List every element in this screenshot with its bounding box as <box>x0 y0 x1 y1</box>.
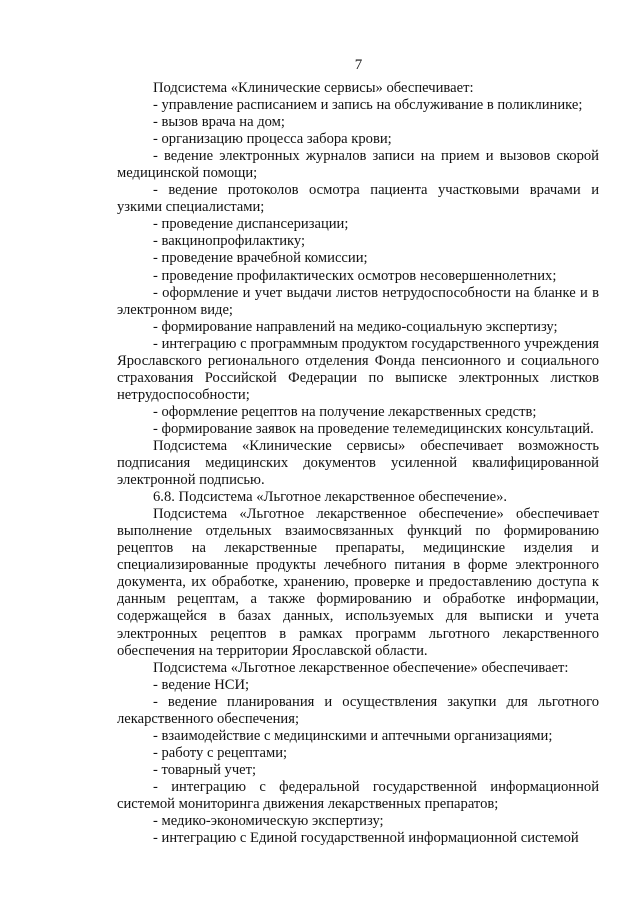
page-number: 7 <box>354 57 363 73</box>
list-item: - организацию процесса забора крови; <box>153 131 392 148</box>
list-item: - вакцинопрофилактику; <box>153 233 306 250</box>
list-item: - интеграцию с Единой государственной информационной системой <box>153 830 579 847</box>
list-item: - работу с рецептами; <box>153 744 288 761</box>
list-item: - ведение НСИ; <box>153 676 250 693</box>
document-body <box>117 80 599 847</box>
list-item: - проведение врачебной комиссии; <box>153 250 368 267</box>
paragraph: Подсистема «Льготное лекарственное обеспечение» обеспечивает: <box>153 659 569 676</box>
paragraph: Подсистема «Клинические сервисы» обеспечивает: <box>153 80 474 96</box>
list-item: - проведение диспансеризации; <box>153 216 349 233</box>
list-item: - ведение планирования и осуществления закупки для льготного лекарственного обеспечения; <box>117 693 599 727</box>
list-item: - проведение профилактических осмотров несовершеннолетних; <box>153 267 557 284</box>
list-item: - интеграцию с федеральной государственной информационной системой мониторинга движения лекарственных препаратов; <box>117 778 599 812</box>
list-item: - интеграцию с программным продуктом государственного учреждения Ярославского регионального отделения Фонда пенсионного и социального страхования Российской Федерации по выписке электронных листков нетрудоспособности; <box>117 335 599 403</box>
list-item: - ведение протоколов осмотра пациента участковыми врачами и узкими специалистами; <box>117 182 599 216</box>
list-item: - управление расписанием и запись на обслуживание в поликлинике; <box>153 97 583 114</box>
list-item: - медико-экономическую экспертизу; <box>153 813 384 830</box>
list-item: - взаимодействие с медицинскими и аптечными организациями; <box>153 727 553 744</box>
paragraph: Подсистема «Льготное лекарственное обеспечение» обеспечивает выполнение отдельных взаимосвязанных функций по формированию рецептов на лекарственные препараты, медицинские изделия и специализированные продукты лечебного питания в форме электронного документа, их обработке, хранению, проверке и предоставлению доступа к данным рецептам, а также формированию и обработке информации, содержащейся в базах данных, используемых для выписки и учета электронных рецептов в рамках программ льготного лекарственного обеспечения на территории Ярославской области. <box>117 506 599 659</box>
list-item: - товарный учет; <box>153 761 257 778</box>
list-item: - ведение электронных журналов записи на прием и вызовов скорой медицинской помощи; <box>117 148 599 182</box>
section-heading: 6.8. Подсистема «Льготное лекарственное обеспечение». <box>153 489 508 506</box>
list-item: - формирование направлений на медико-социальную экспертизу; <box>153 318 558 335</box>
paragraph: Подсистема «Клинические сервисы» обеспечивает возможность подписания медицинских документов усиленной квалифицированной электронной подписью. <box>117 437 599 489</box>
list-item: - вызов врача на дом; <box>153 114 285 131</box>
list-item: - формирование заявок на проведение телемедицинских консультаций. <box>153 420 594 437</box>
list-item: - оформление и учет выдачи листов нетрудоспособности на бланке и в электронном виде; <box>117 284 599 318</box>
list-item: - оформление рецептов на получение лекарственных средств; <box>153 403 537 420</box>
